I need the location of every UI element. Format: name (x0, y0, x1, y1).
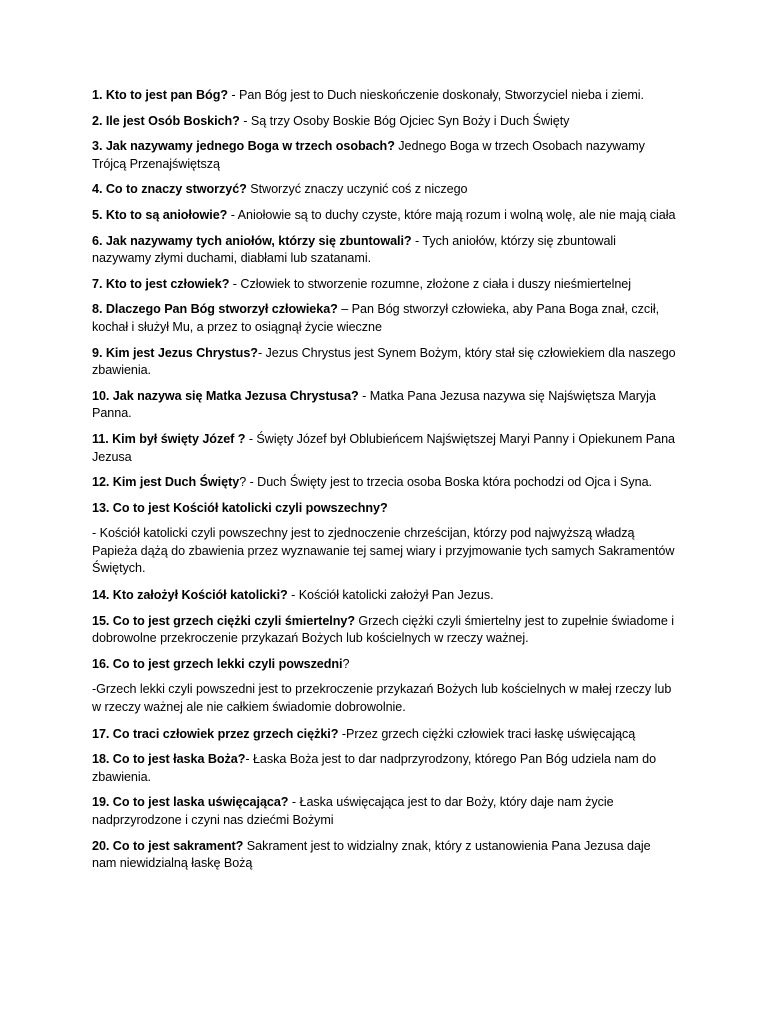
question: 10. Jak nazywa się Matka Jezusa Chrystusa? (92, 388, 359, 403)
catechism-item-5 (92, 207, 676, 225)
question: 8. Dlaczego Pan Bóg stworzył człowieka? (92, 302, 338, 317)
catechism-item-15 (92, 613, 676, 648)
answer: Grzech ciężki czyli śmiertelny jest to zupełnie świadome i dobrowolne przekroczenie przykazań Bożych lub kościelnych w rzeczy ważnej. (92, 613, 674, 646)
catechism-item-13-answer (92, 525, 676, 578)
catechism-item-12 (92, 474, 676, 492)
catechism-item-10 (92, 388, 676, 423)
answer: ? - Duch Święty jest to trzecia osoba Boska która pochodzi od Ojca i Syna. (239, 475, 652, 490)
catechism-item-17 (92, 726, 676, 744)
answer: - Łaska uświęcająca jest to dar Boży, który daje nam życie nadprzyrodzone i czyni nas dziećmi Bożymi (92, 795, 614, 827)
catechism-item-20 (92, 838, 676, 873)
question: 16. Co to jest grzech lekki czyli powszedni (92, 656, 343, 671)
catechism-item-2 (92, 113, 676, 131)
catechism-item-8 (92, 301, 676, 336)
answer: Sakrament jest to widzialny znak, który z ustanowienia Pana Jezusa daje nam niewidzialną łaskę Bożą (92, 838, 651, 871)
catechism-item-6 (92, 233, 676, 268)
question: 19. Co to jest laska uświęcająca? (92, 795, 289, 810)
catechism-item-19 (92, 794, 676, 829)
answer: - Kościół katolicki założył Pan Jezus. (287, 588, 494, 603)
answer: – Pan Bóg stworzył człowieka, aby Pana Boga znał, czcił, kochał i służył Mu, a przez to osiągnął życie wieczne (92, 302, 660, 334)
answer: - Człowiek to stworzenie rozumne, złożone z ciała i duszy nieśmiertelnej (229, 276, 631, 291)
answer: Stworzyć znaczy uczynić coś z niczego (246, 182, 468, 197)
question: 17. Co traci człowiek przez grzech ciężki? (92, 726, 339, 741)
answer: - Łaska Boża jest to dar nadprzyrodzony, którego Pan Bóg udziela nam do zbawienia. (92, 752, 657, 784)
answer: - Aniołowie są to duchy czyste, które mają rozum i wolną wolę, ale nie mają ciała (227, 207, 676, 222)
answer: -Grzech lekki czyli powszedni jest to przekroczenie przykazań Bożych lub kościelnych w małej rzeczy lub w rzeczy ważnej ale nie całkiem świadomie dobrowolnie. (92, 682, 672, 715)
answer: - Tych aniołów, którzy się zbuntowali nazywamy złymi duchami, diabłami lub szatanami. (92, 233, 616, 266)
catechism-item-16 (92, 656, 676, 674)
question: 18. Co to jest łaska Boża? (92, 752, 246, 767)
answer: -Przez grzech ciężki człowiek traci łaskę uświęcającą (338, 726, 636, 741)
catechism-item-11 (92, 431, 676, 466)
question: 1. Kto to jest pan Bóg? (92, 88, 228, 102)
answer: Jednego Boga w trzech Osobach nazywamy Trójcą Przenajświętszą (92, 139, 645, 171)
answer: - Kościół katolicki czyli powszechny jest to zjednoczenie chrześcijan, którzy pod najwyższą władzą Papieża dążą do zbawienia przez wyznawanie tej samej wiary i przyjmowanie tych samych Sakramentów Świętych. (92, 526, 675, 576)
question: 2. Ile jest Osób Boskich? (92, 113, 240, 128)
answer: - Matka Pana Jezusa nazywa się Najświętsza Maryja Panna. (92, 388, 656, 421)
question: 12. Kim jest Duch Święty (92, 475, 240, 490)
catechism-item-14 (92, 587, 676, 605)
question: 20. Co to jest sakrament? (92, 838, 244, 853)
question: 13. Co to jest Kościół katolicki czyli powszechny? (92, 500, 388, 515)
catechism-item-1 (92, 87, 676, 105)
question: 7. Kto to jest człowiek? (92, 276, 230, 291)
question: 11. Kim był święty Józef ? (92, 431, 246, 446)
question: 6. Jak nazywamy tych aniołów, którzy się zbuntowali? (92, 233, 412, 248)
answer: ? (342, 656, 350, 671)
answer: - Są trzy Osoby Boskie Bóg Ojciec Syn Boży i Duch Święty (239, 113, 570, 128)
catechism-item-16-answer (92, 681, 676, 716)
catechism-item-7 (92, 276, 676, 294)
catechism-item-9 (92, 345, 676, 380)
catechism-item-4 (92, 181, 676, 199)
catechism-item-18 (92, 751, 676, 786)
question: 3. Jak nazywamy jednego Boga w trzech osobach? (92, 139, 395, 154)
catechism-item-13 (92, 500, 676, 518)
question: 4. Co to znaczy stworzyć? (92, 182, 247, 197)
answer: - Jezus Chrystus jest Synem Bożym, który stał się człowiekiem dla naszego zbawienia. (92, 345, 676, 378)
question: 14. Kto założył Kościół katolicki? (92, 588, 288, 603)
question: 5. Kto to są aniołowie? (92, 207, 228, 222)
answer: - Święty Józef był Oblubieńcem Najświętszej Maryi Panny i Opiekunem Pana Jezusa (92, 431, 676, 464)
catechism-item-3 (92, 138, 676, 173)
question: 9. Kim jest Jezus Chrystus? (92, 345, 258, 360)
answer: - Pan Bóg jest to Duch nieskończenie doskonały, Stworzyciel nieba i ziemi. (227, 88, 644, 102)
question: 15. Co to jest grzech ciężki czyli śmiertelny? (92, 613, 355, 628)
